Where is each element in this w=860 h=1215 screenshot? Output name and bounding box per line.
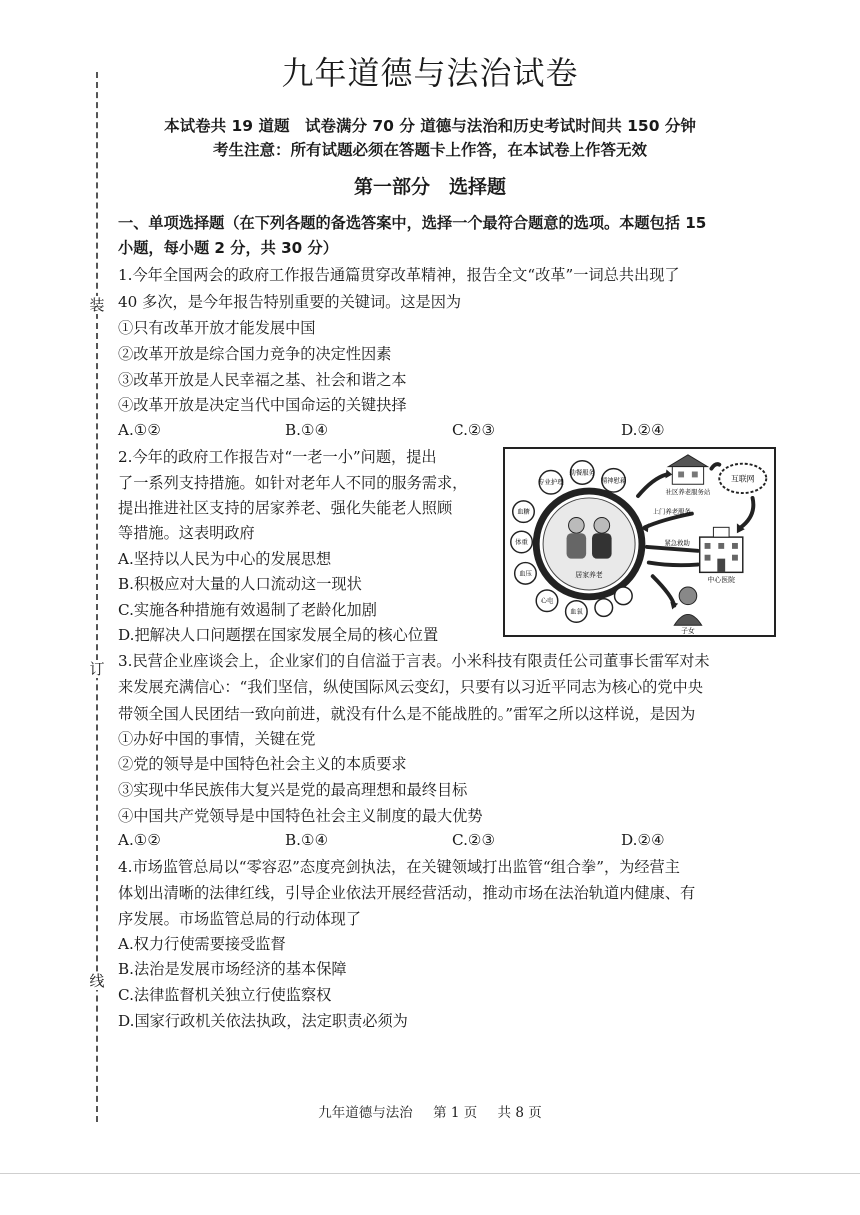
q1-statement: ①只有改革开放才能发展中国 [118,319,316,337]
q2-option-c: C.实施各种措施有效遏制了老龄化加剧 [118,601,377,619]
center-label: 居家养老 [575,571,603,580]
q1-statement: ③改革开放是人民幸福之基、社会和谐之本 [118,371,407,389]
section-instruction-cont: 小题，每小题 2 分，共 30 分） [118,239,338,257]
community-label: 社区养老服务站 [665,489,711,497]
exam-title: 九年道德与法治试卷 [281,54,579,92]
arrow-icon [647,547,698,551]
q4-stem-cont: 序发展。市场监管总局的行动体现了 [118,910,361,928]
q3-statement: ③实现中华民族伟大复兴是党的最高理想和最终目标 [118,781,468,799]
internet-label: 互联网 [731,474,755,484]
q2-stem-cont: 了一系列支持措施。如针对老年人不同的服务需求， [118,474,468,492]
hospital-icon [700,527,743,572]
q3-stem-cont: 带领全国人民团结一致向前进，就没有什么是不能战胜的。”雷军之所以这样说，是因为 [118,705,696,723]
q1-option-a: A.①② [118,421,162,439]
community-station-icon [668,455,707,484]
service-circle-label: 心电 [540,597,554,605]
q4-option-c: C.法律监督机关独立行使监察权 [118,986,332,1004]
q2-option-a: A.坚持以人民为中心的发展思想 [118,550,332,568]
service-circle [595,599,613,617]
q4-option-b: B.法治是发展市场经济的基本保障 [118,960,347,978]
binding-char-xian: 线 [89,972,105,990]
child-person-icon [674,587,701,625]
page-footer [0,1101,860,1121]
q1-stem: 1.今年全国两会的政府工作报告通篇贯穿改革精神，报告全文“改革”一词总共出现了 [118,266,680,284]
q2-option-d: D.把解决人口问题摆在国家发展全局的核心位置 [118,626,439,644]
q1-statement: ②改革开放是综合国力竞争的决定性因素 [118,345,392,363]
exam-notice-line: 考生注意：所有试题必须在答题卡上作答，在本试卷上作答无效 [212,141,647,159]
footer-subject: 九年道德与法治 [318,1105,413,1121]
service-circle-label: 血压 [519,570,532,578]
q4-option-a: A.权力行使需要接受监督 [118,935,286,953]
hospital-label: 中心医院 [707,576,735,585]
elderly-care-diagram [503,447,776,637]
q4-option-d: D.国家行政机关依法执政，法定职责必须为 [118,1012,408,1030]
q3-statement: ②党的领导是中国特色社会主义的本质要求 [118,755,407,773]
footer-total-pages: 共 8 页 [497,1105,542,1121]
q3-option-c: C.②③ [452,831,496,849]
arrow-icon [653,576,675,605]
exam-info-line: 本试卷共 19 道题 试卷满分 70 分 道德与法治和历史考试时间共 150 分钟 [164,117,696,135]
q1-option-d: D.②④ [621,421,665,439]
q4-stem-cont: 体划出清晰的法律红线，引导企业依法开展经营活动，推动市场在法治轨道内健康、有 [118,884,696,902]
emergency-label: 紧急救助 [664,539,690,547]
binding-char-zhuang: 装 [89,296,105,314]
q1-option-b: B.①④ [285,421,329,439]
q3-statement: ①办好中国的事情，关键在党 [118,730,316,748]
section-instruction: 一、单项选择题（在下列各题的备选答案中，选择一个最符合题意的选项。本题包括 15 [118,214,707,232]
arrow-icon [638,474,666,496]
door-service-label: 上门养老服务 [652,508,691,516]
arrow-icon [645,514,692,528]
q1-statement: ④改革开放是决定当代中国命运的关键抉择 [118,396,407,414]
q3-option-d: D.②④ [621,831,665,849]
page-bottom-divider [0,1173,860,1174]
service-circle-label: 助餐服务 [569,469,595,477]
q2-option-b: B.积极应对大量的人口流动这一现状 [118,575,362,593]
q2-stem: 2.今年的政府工作报告对“一老一小”问题，提出 [118,448,437,466]
q3-stem: 3.民营企业座谈会上，企业家们的自信溢于言表。小米科技有限责任公司董事长雷军对未 [118,652,710,670]
q4-stem: 4.市场监管总局以“零容忍”态度亮剑执法，在关键领域打出监管“组合拳”，为经营主 [118,858,680,876]
binding-dashed-line [96,72,98,1122]
q3-statement: ④中国共产党领导是中国特色社会主义制度的最大优势 [118,807,483,825]
q3-option-b: B.①④ [285,831,329,849]
service-circle-label: 血氧 [569,608,583,616]
children-label: 子女 [681,627,695,635]
service-circle-label: 专业护理 [538,479,564,487]
q1-option-c: C.②③ [452,421,496,439]
arrow-icon [649,563,698,566]
arrow-icon [711,464,719,468]
q2-stem-cont: 等措施。这表明政府 [118,524,255,542]
service-circle-label: 血糖 [517,508,530,516]
service-circle-label: 体重 [515,538,528,546]
q3-option-a: A.①② [118,831,162,849]
arrow-icon [741,498,754,527]
binding-char-ding: 订 [89,660,105,678]
q2-stem-cont: 提出推进社区支持的居家养老、强化失能老人照顾 [118,499,453,517]
part-one-heading: 第一部分 选择题 [353,176,506,198]
service-circle-label: 精神慰藉 [600,477,627,485]
service-circle [615,587,633,605]
q1-stem-cont: 40 多次，是今年报告特别重要的关键词。这是因为 [118,293,462,311]
q3-stem-cont: 来发展充满信心：“我们坚信，纵使国际风云变幻，只要有以习近平同志为核心的党中央 [118,678,703,696]
footer-page-number: 第 1 页 [433,1105,478,1121]
